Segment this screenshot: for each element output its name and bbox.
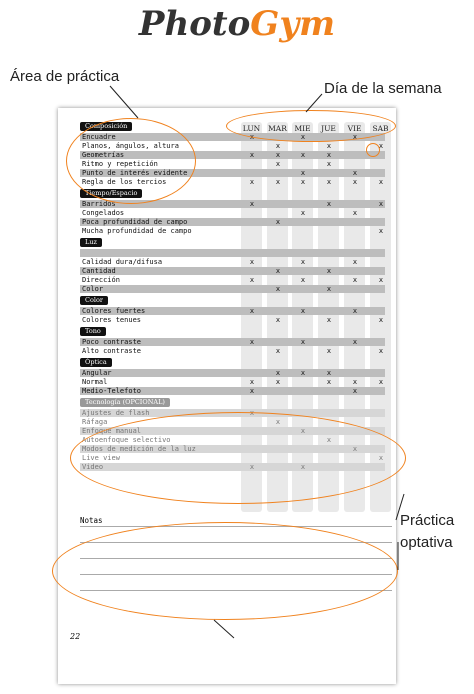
category-header: Tecnología (OPCIONAL) <box>80 398 170 407</box>
day-header: MIE <box>294 124 311 133</box>
day-mark: x <box>326 436 332 444</box>
callout-practice-area: Área de práctica <box>10 68 120 85</box>
practice-label: Poco contraste <box>82 338 142 346</box>
day-mark: x <box>249 178 255 186</box>
day-mark: x <box>300 258 306 266</box>
day-mark: x <box>378 316 384 324</box>
day-mark: x <box>378 276 384 284</box>
day-mark: x <box>300 338 306 346</box>
practice-label: Autoenfoque selectivo <box>82 436 171 444</box>
practice-label: Dirección <box>82 276 120 284</box>
practice-label: Enfoque manual <box>82 427 142 435</box>
practice-label: Poca profundidad de campo <box>82 218 188 226</box>
day-mark: x <box>275 369 281 377</box>
practice-label: Cantidad <box>82 267 116 275</box>
practice-label: Calidad dura/difusa <box>82 258 163 266</box>
day-mark: x <box>326 267 332 275</box>
day-mark: x <box>249 463 255 471</box>
practice-label: Congelados <box>82 209 125 217</box>
category-header: Luz <box>80 238 102 247</box>
day-mark: x <box>275 160 281 168</box>
day-mark: x <box>326 178 332 186</box>
logo-photo: Photo <box>138 4 251 44</box>
practice-label: Encuadre <box>82 133 116 141</box>
day-mark: x <box>300 151 306 159</box>
day-mark: x <box>249 409 255 417</box>
day-mark: x <box>249 133 255 141</box>
day-mark: x <box>300 209 306 217</box>
logo-gym: Gym <box>250 4 336 44</box>
day-mark: x <box>326 200 332 208</box>
day-mark: x <box>352 338 358 346</box>
day-mark: x <box>275 316 281 324</box>
day-mark: x <box>275 378 281 386</box>
day-mark: x <box>275 142 281 150</box>
day-mark: x <box>249 338 255 346</box>
day-mark: x <box>275 178 281 186</box>
day-mark: x <box>275 347 281 355</box>
day-mark: x <box>300 276 306 284</box>
day-mark: x <box>326 316 332 324</box>
callout-optional-2: optativa <box>400 534 453 551</box>
day-mark: x <box>352 276 358 284</box>
day-mark: x <box>352 209 358 217</box>
practice-label: Punto de interés evidente <box>82 169 188 177</box>
day-mark: x <box>352 378 358 386</box>
day-mark: x <box>378 454 384 462</box>
day-mark: x <box>249 378 255 386</box>
notes-label: Notas <box>80 516 103 525</box>
category-header: Tono <box>80 327 106 336</box>
day-mark: x <box>275 418 281 426</box>
practice-label: Video <box>82 463 104 471</box>
day-mark: x <box>300 463 306 471</box>
day-mark: x <box>300 178 306 186</box>
practice-label: Color <box>82 285 104 293</box>
day-mark: x <box>378 142 384 150</box>
day-mark: x <box>300 169 306 177</box>
day-mark: x <box>378 178 384 186</box>
practice-label: Ráfaga <box>82 418 108 426</box>
day-mark: x <box>300 369 306 377</box>
day-mark: x <box>275 218 281 226</box>
day-mark: x <box>326 347 332 355</box>
day-mark: x <box>326 285 332 293</box>
practice-label: Mucha profundidad de campo <box>82 227 192 235</box>
day-mark: x <box>326 151 332 159</box>
practice-label: Colores fuertes <box>82 307 146 315</box>
practice-label: Modos de medición de la luz <box>82 445 196 453</box>
day-mark: x <box>275 267 281 275</box>
day-mark: x <box>326 369 332 377</box>
day-mark: x <box>275 285 281 293</box>
day-mark: x <box>275 151 281 159</box>
practice-label: Barridos <box>82 200 116 208</box>
day-mark: x <box>249 387 255 395</box>
day-header: VIE <box>347 124 362 133</box>
day-header: JUE <box>321 124 336 133</box>
day-mark: x <box>249 258 255 266</box>
day-mark: x <box>352 258 358 266</box>
category-header: Color <box>80 296 108 305</box>
callout-weekday: Día de la semana <box>324 80 442 97</box>
day-mark: x <box>300 307 306 315</box>
practice-label: Ajustes de flash <box>82 409 150 417</box>
day-mark: x <box>249 151 255 159</box>
practice-label: Normal <box>82 378 108 386</box>
practice-label: Live view <box>82 454 120 462</box>
page-number: 22 <box>70 632 81 641</box>
practice-label: Alto contraste <box>82 347 142 355</box>
day-mark: x <box>352 133 358 141</box>
day-header: MAR <box>268 124 287 133</box>
category-header: Tiempo/Espacio <box>80 189 142 198</box>
day-mark: x <box>378 347 384 355</box>
practice-label: Ritmo y repetición <box>82 160 158 168</box>
practice-label: Geometrías <box>82 151 125 159</box>
day-header: SAB <box>372 124 389 133</box>
day-header: LUN <box>242 124 261 133</box>
day-mark: x <box>249 200 255 208</box>
day-mark: x <box>249 276 255 284</box>
practice-label: Angular <box>82 369 112 377</box>
day-mark: x <box>352 445 358 453</box>
practice-label: Planos, ángulos, altura <box>82 142 179 150</box>
category-header: Óptica <box>80 358 112 367</box>
day-mark: x <box>326 160 332 168</box>
practice-label: Regla de los tercios <box>82 178 167 186</box>
day-mark: x <box>326 378 332 386</box>
day-mark: x <box>352 169 358 177</box>
callout-optional-1: Práctica <box>400 512 455 529</box>
day-mark: x <box>326 142 332 150</box>
day-mark: x <box>352 178 358 186</box>
day-mark: x <box>300 427 306 435</box>
practice-label: Medio-Telefoto <box>82 387 142 395</box>
day-mark: x <box>249 307 255 315</box>
day-mark: x <box>352 387 358 395</box>
day-mark: x <box>352 307 358 315</box>
category-header: Composición <box>80 122 132 131</box>
practice-label: Colores tenues <box>82 316 142 324</box>
day-mark: x <box>378 200 384 208</box>
day-mark: x <box>378 227 384 235</box>
day-mark: x <box>300 133 306 141</box>
day-mark: x <box>378 378 384 386</box>
